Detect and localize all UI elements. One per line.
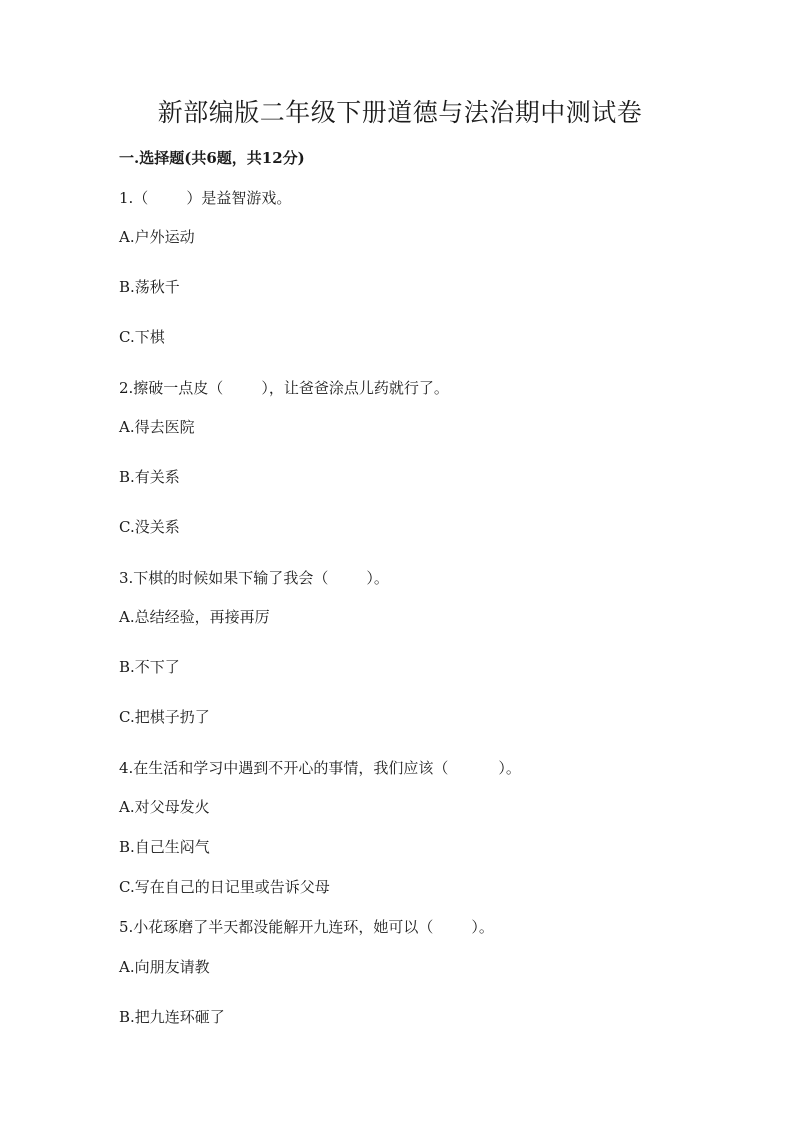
question-3-stem-pre: 3.下棋的时候如果下输了我会（	[119, 569, 329, 587]
question-1-option-a: A.户外运动	[119, 228, 195, 246]
section-heading: 一.选择题(共6题，共12分)	[119, 149, 305, 167]
question-4-option-c: C.写在自己的日记里或告诉父母	[119, 878, 330, 896]
question-2	[119, 377, 449, 399]
question-5	[119, 916, 494, 938]
question-3-option-b: B.不下了	[119, 658, 180, 676]
question-3	[119, 567, 389, 589]
question-5-stem-pre: 5.小花琢磨了半天都没能解开九连环，她可以（	[119, 918, 434, 936]
question-5-stem-post: ）。	[471, 918, 494, 936]
question-4-stem-pre: 4.在生活和学习中遇到不开心的事情，我们应该（	[119, 759, 449, 777]
question-3-option-c: C.把棋子扔了	[119, 708, 210, 726]
question-2-stem-pre: 2.擦破一点皮（	[119, 379, 224, 397]
question-3-option-a: A.总结经验，再接再厉	[119, 608, 270, 626]
question-4-option-b: B.自己生闷气	[119, 838, 210, 856]
question-5-option-b: B.把九连环砸了	[119, 1008, 225, 1026]
question-4-option-a: A.对父母发火	[119, 798, 210, 816]
page-title: 新部编版二年级下册道德与法治期中测试卷	[157, 98, 643, 127]
question-4	[119, 757, 521, 779]
question-1-option-b: B.荡秋千	[119, 278, 180, 296]
question-4-stem-post: ）。	[498, 759, 521, 777]
question-3-stem-post: ）。	[366, 569, 389, 587]
question-1-stem-pre: 1.（	[119, 189, 149, 207]
question-5-option-a: A.向朋友请教	[119, 958, 210, 976]
question-2-stem-post: ），让爸爸涂点儿药就行了。	[261, 379, 449, 397]
question-1-option-c: C.下棋	[119, 328, 165, 346]
question-1	[119, 187, 291, 209]
question-1-stem-post: ）是益智游戏。	[186, 189, 292, 207]
question-2-option-c: C.没关系	[119, 518, 180, 536]
question-2-option-b: B.有关系	[119, 468, 180, 486]
question-2-option-a: A.得去医院	[119, 418, 195, 436]
